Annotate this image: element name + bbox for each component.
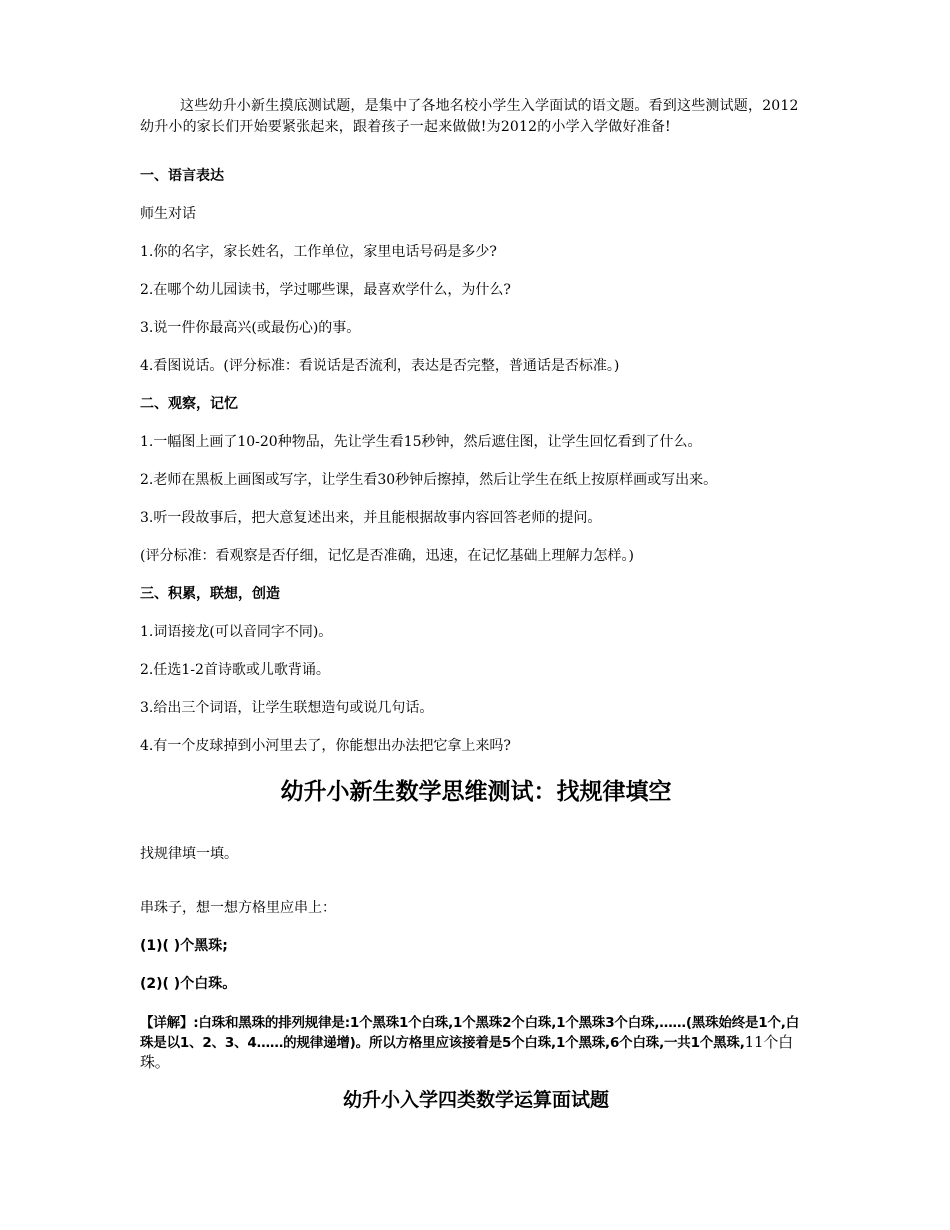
section3-heading: 三、积累，联想，创造 [140,586,280,602]
math-question-1: (1)( )个黑珠; [140,938,228,954]
section3-item: 2.任选1-2首诗歌或儿歌背诵。 [140,662,330,678]
math-question-2: (2)( )个白珠。 [140,976,237,992]
math-line2: 串珠子，想一想方格里应串上： [140,900,336,916]
section1-sub: 师生对话 [140,206,196,222]
math-title: 幼升小新生数学思维测试：找规律填空 [280,779,672,805]
math-line1: 找规律填一填。 [140,846,238,862]
math-detail-bold: 【详解】:白珠和黑珠的排列规律是:1个黑珠1个白珠,1个黑珠2个白珠,1个黑珠3个白珠,……(黑珠始终是1个,白珠是以1、2、3、4……的规律递增)。所以方格里应该接着是5个白珠,1个黑珠,6个白珠,一共1个黑珠, [140,1015,800,1051]
math-detail-tail: 11个白珠。 [140,1033,793,1071]
section1-item: 2.在哪个幼儿园读书，学过哪些课，最喜欢学什么，为什么? [140,282,511,298]
section1-heading: 一、语言表达 [140,168,224,184]
section3-item: 4.有一个皮球掉到小河里去了，你能想出办法把它拿上来吗? [140,738,511,754]
section1-item: 4.看图说话。(评分标准：看说话是否流利，表达是否完整，普通话是否标准。) [140,358,620,374]
section1-item: 3.说一件你最高兴(或最伤心)的事。 [140,320,361,336]
intro-paragraph: 这些幼升小新生摸底测试题，是集中了各地名校小学生入学面试的语文题。看到这些测试题，2012幼升小的家长们开始要紧张起来，跟着孩子一起来做做!为2012的小学入学做好准备! [140,98,799,135]
math-detail [140,1014,812,1073]
section2-item: 1.一幅图上画了10-20种物品，先让学生看15秒钟，然后遮住图，让学生回忆看到了什么。 [140,434,702,450]
section2-note: (评分标准：看观察是否仔细，记忆是否准确，迅速，在记忆基础上理解力怎样。) [140,548,634,564]
section3-item: 1.词语接龙(可以音同字不同)。 [140,624,333,640]
section2-item: 3.听一段故事后，把大意复述出来，并且能根据故事内容回答老师的提问。 [140,510,602,526]
section1-item: 1.你的名字，家长姓名，工作单位，家里电话号码是多少? [140,244,497,260]
section2-heading: 二、观察，记忆 [140,396,238,412]
section3-item: 3.给出三个词语，让学生联想造句或说几句话。 [140,700,434,716]
bottom-title: 幼升小入学四类数学运算面试题 [342,1089,609,1111]
section2-item: 2.老师在黑板上画图或写字，让学生看30秒钟后擦掉，然后让学生在纸上按原样画或写出来。 [140,472,718,488]
